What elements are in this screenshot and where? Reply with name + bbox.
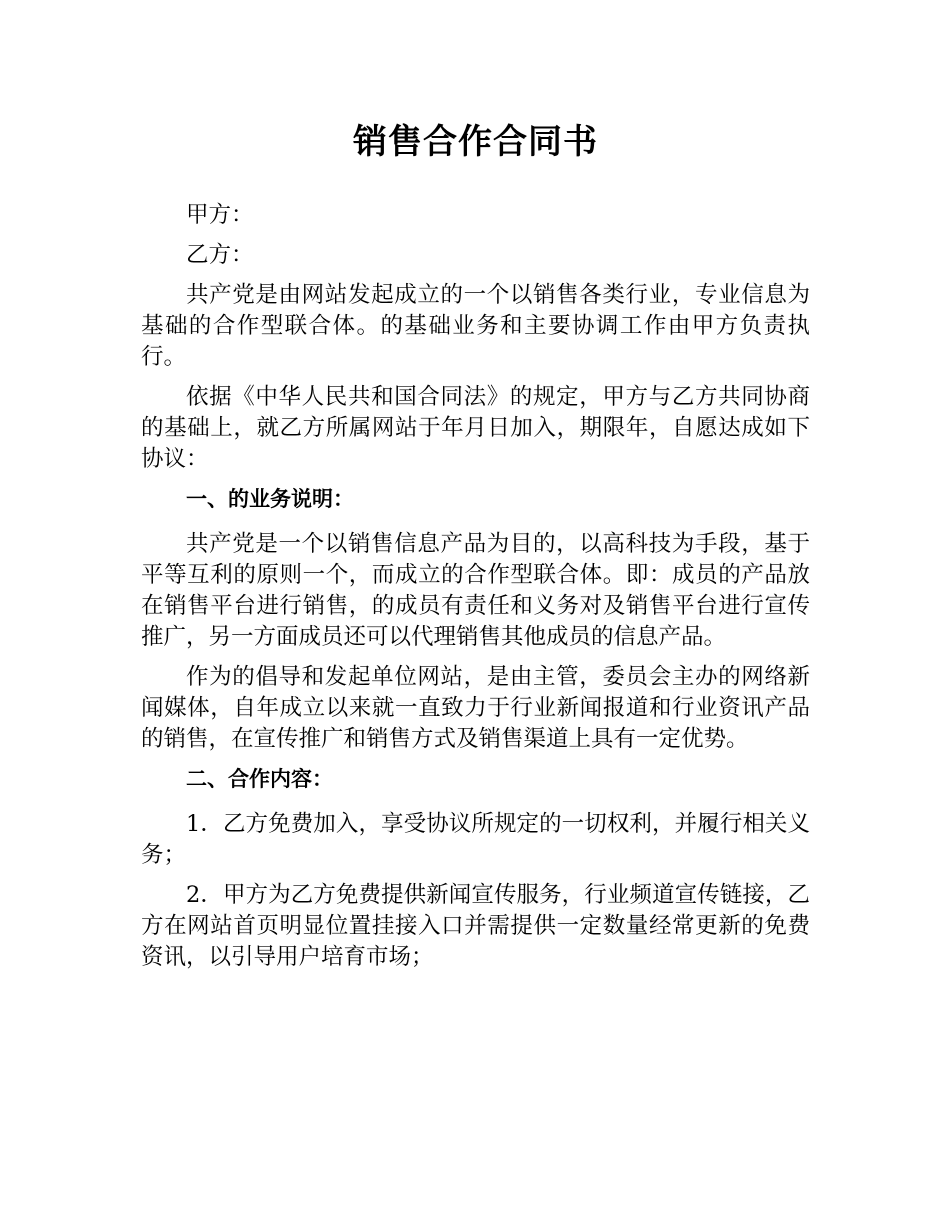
party-a-line: 甲方： <box>186 202 254 228</box>
document-title: 销售合作合同书 <box>353 122 598 162</box>
intro-paragraph-2: 依据《中华人民共和国合同法》的规定，甲方与乙方共同协商的基础上，就乙方所属网站于年月日加入，期限年，自愿达成如下协议： <box>141 384 810 472</box>
section-1-heading: 一、的业务说明： <box>186 487 354 511</box>
party-b-line: 乙方： <box>186 242 254 268</box>
section-2-item-1: 1．乙方免费加入，享受协议所规定的一切权利，并履行相关义务； <box>141 811 810 868</box>
section-2-item-2: 2．甲方为乙方免费提供新闻宣传服务，行业频道宣传链接，乙方在网站首页明显位置挂接入口并需提供一定数量经常更新的免费资讯，以引导用户培育市场； <box>141 882 810 970</box>
section-2-heading: 二、合作内容： <box>186 767 333 791</box>
section-1-paragraph-2: 作为的倡导和发起单位网站，是由主管，委员会主办的网络新闻媒体，自年成立以来就一直致力于行业新闻报道和行业资讯产品的销售，在宣传推广和销售方式及销售渠道上具有一定优势。 <box>141 664 810 752</box>
document-body <box>141 200 810 982</box>
intro-paragraph-1: 共产党是由网站发起成立的一个以销售各类行业，专业信息为基础的合作型联合体。的基础业务和主要协调工作由甲方负责执行。 <box>141 282 810 370</box>
section-1-paragraph-1: 共产党是一个以销售信息产品为目的，以高科技为手段，基于平等互利的原则一个，而成立的合作型联合体。即：成员的产品放在销售平台进行销售，的成员有责任和义务对及销售平台进行宣传推广，另一方面成员还可以代理销售其他成员的信息产品。 <box>141 531 810 650</box>
